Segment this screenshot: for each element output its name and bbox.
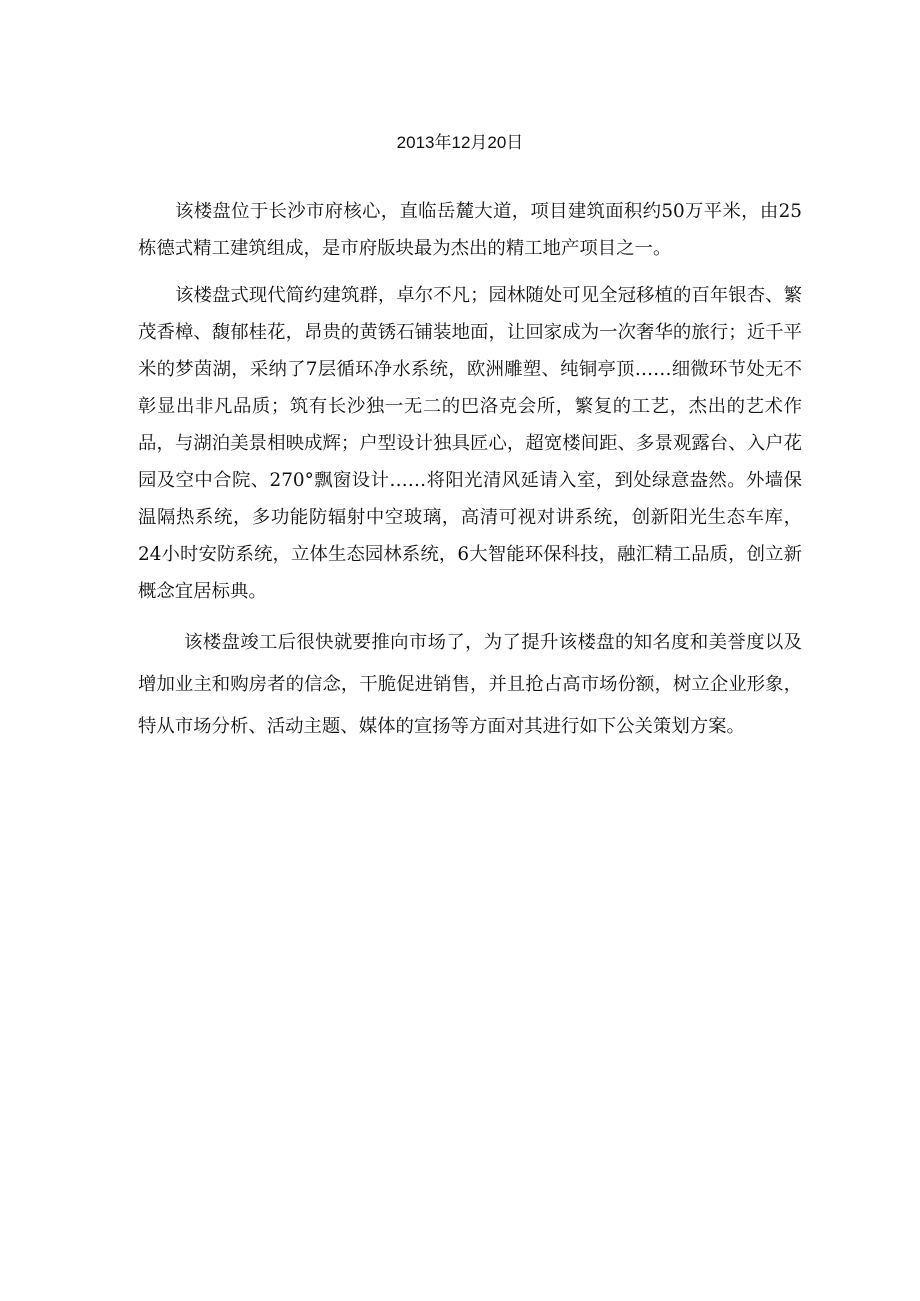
document-body bbox=[138, 193, 802, 748]
paragraph-pr-plan-intro: 该楼盘竣工后很快就要推向市场了，为了提升该楼盘的知名度和美誉度以及增加业主和购房者的信念，干脆促进销售，并且抢占高市场份额，树立企业形象，特从市场分析、活动主题、媒体的宣扬等方面对其进行如下公关策划方案。 bbox=[138, 632, 802, 737]
paragraph-project-location: 该楼盘位于长沙市府核心，直临岳麓大道，项目建筑面积约50万平米，由25栋德式精工建筑组成，是市府版块最为杰出的精工地产项目之一。 bbox=[138, 201, 802, 259]
paragraph-project-features: 该楼盘式现代简约建筑群，卓尔不凡；园林随处可见全冠移植的百年银杏、繁茂香樟、馥郁桂花，昂贵的黄锈石铺装地面，让回家成为一次奢华的旅行；近千平米的梦茵湖，采纳了7层循环净水系统，欧洲雕塑、纯铜亭顶……细微环节处无不彰显出非凡品质；筑有长沙独一无二的巴洛克会所，繁复的工艺，杰出的艺术作品，与湖泊美景相映成辉；户型设计独具匠心，超宽楼间距、多景观露台、入户花园及空中合院、270°飘窗设计……将阳光清风延请入室，到处绿意盎然。外墙保温隔热系统，多功能防辐射中空玻璃，高清可视对讲系统，创新阳光生态车库，24小时安防系统，立体生态园林系统，6大智能环保科技，融汇精工品质，创立新概念宜居标典。 bbox=[138, 285, 802, 602]
document-date: 2013年12月20日 bbox=[396, 133, 524, 152]
